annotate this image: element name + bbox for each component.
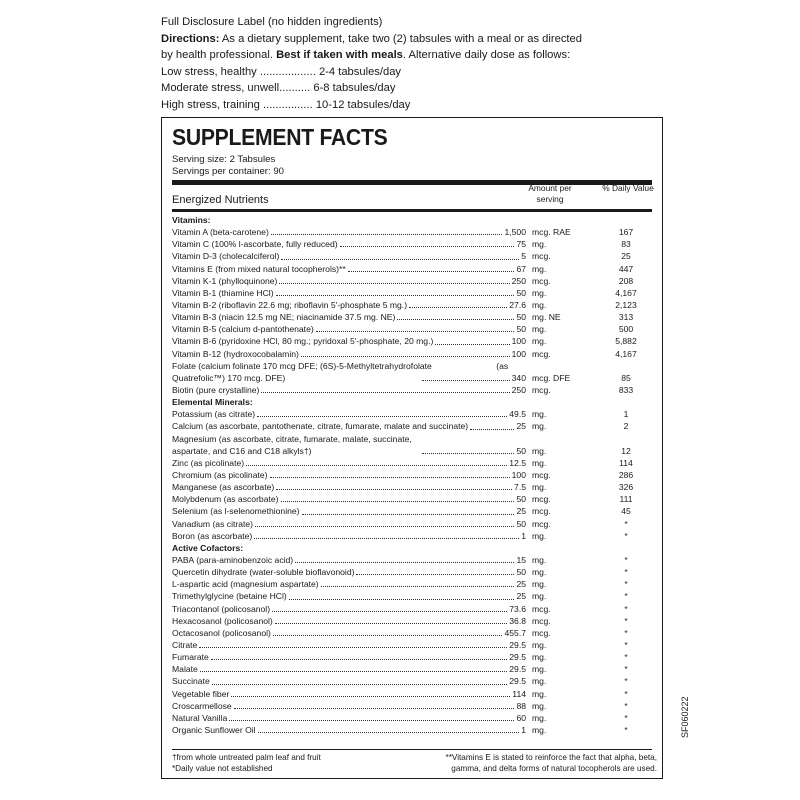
amount-value: 12.5 [509, 457, 526, 468]
amount-value: 50 [516, 287, 526, 298]
nutrient-name: Vitamins E (from mixed natural tocopherols)** [172, 263, 346, 274]
nutrient-name: Fumarate [172, 652, 209, 663]
daily-value: 286 [618, 469, 634, 480]
nutrient-row [172, 420, 654, 432]
nutrient-row [172, 323, 654, 335]
daily-value: * [624, 724, 628, 735]
amount-unit: mcg. [532, 603, 551, 614]
nutrient-name: Vanadium (as citrate) [172, 518, 254, 529]
daily-value: * [624, 591, 628, 602]
amount-value: 25 [516, 579, 526, 590]
amount-unit: mcg. [532, 615, 551, 626]
leader-dots [409, 307, 507, 308]
amount-unit: mg. [532, 239, 547, 250]
nutrient-row [172, 384, 654, 396]
amount-unit: mg. [532, 421, 547, 432]
amount-unit: mg. [532, 287, 547, 298]
nutrient-row [172, 554, 654, 566]
daily-value: 167 [618, 227, 634, 238]
amount-value: 29.5 [509, 652, 526, 663]
nutrient-row [172, 360, 654, 384]
leader-dots [272, 611, 507, 612]
leader-dots [281, 259, 519, 260]
daily-value: * [624, 579, 628, 590]
directions-label: Directions: [161, 32, 220, 45]
amount-value: 5 [521, 251, 526, 262]
daily-value: 2 [623, 421, 629, 432]
amount-value: 1 [521, 724, 526, 735]
nutrient-row [172, 348, 654, 360]
leader-dots [200, 671, 507, 672]
nutrient-name: Triacontanol (policosanol) [172, 603, 271, 614]
nutrient-name: Potassium (as citrate) [172, 409, 256, 420]
leader-dots [270, 477, 510, 478]
amount-value: 15 [516, 554, 526, 565]
nutrient-row [172, 675, 654, 687]
nutrient-row [172, 311, 654, 323]
daily-value: 208 [618, 275, 634, 286]
nutrient-name: Citrate [172, 639, 198, 650]
nutrient-row [172, 299, 654, 311]
nutrient-name: Organic Sunflower Oil [172, 724, 256, 735]
amount-unit: mg. [532, 676, 547, 687]
section-heading [172, 396, 654, 408]
amount-unit: mcg. [532, 627, 551, 638]
nutrient-name: Selenium (as l-selenomethionine) [172, 506, 300, 517]
daily-value: * [624, 567, 628, 578]
dose-label: Moderate stress, unwell.......... [161, 82, 311, 95]
leader-dots [289, 599, 515, 600]
amount-value: 100 [511, 336, 526, 347]
nutrient-name: Octacosanol (policosanol) [172, 627, 271, 638]
dose-label: Low stress, healthy .................. [161, 65, 316, 78]
dose-line [161, 64, 641, 81]
leader-dots [340, 246, 515, 247]
nutrient-row [172, 566, 654, 578]
nutrient-name: L-aspartic acid (magnesium aspartate) [172, 579, 319, 590]
footnote-vitamin-e-line: **Vitamins E is stated to reinforce the fact that alpha, beta, [445, 753, 657, 762]
amount-unit: mcg. [532, 469, 551, 480]
amount-unit: mg. [532, 700, 547, 711]
nutrient-name: Vitamin B-2 (riboflavin 22.6 mg; riboflavin 5'-phosphate 5 mg.) [172, 299, 408, 310]
nutrient-name: Vitamin A (beta-carotene) [172, 227, 269, 238]
directions-text-2: by health professional. [161, 49, 277, 62]
leader-dots [258, 732, 520, 733]
daily-value: 1 [623, 409, 629, 420]
amount-unit: mcg. [532, 494, 551, 505]
leader-dots [229, 720, 514, 721]
amount-value: 25 [516, 591, 526, 602]
nutrient-name: Succinate [172, 676, 210, 687]
nutrient-row [172, 250, 654, 262]
daily-value: 114 [619, 457, 633, 468]
daily-value: 447 [618, 263, 634, 274]
amount-value: 455.7 [504, 627, 526, 638]
amount-unit: mg. [532, 579, 547, 590]
amount-value: 50 [516, 567, 526, 578]
nutrient-row [172, 615, 654, 627]
nutrient-row [172, 627, 654, 639]
daily-value: * [624, 712, 628, 723]
amount-value: 25 [516, 421, 526, 432]
nutrient-row [172, 639, 654, 651]
daily-value: 45 [621, 506, 631, 517]
amount-unit: mg. [532, 652, 547, 663]
footnote-vitamin-e-line: gamma, and delta forms of natural tocopherols are used. [451, 764, 657, 773]
amount-unit: mg. [532, 567, 547, 578]
daily-value: * [624, 615, 628, 626]
amount-unit: mg. [532, 445, 547, 456]
leader-dots [422, 380, 510, 381]
daily-value: 111 [619, 494, 633, 505]
nutrient-name: Vitamin D-3 (cholecalciferol) [172, 251, 280, 262]
nutrient-name: Biotin (pure crystalline) [172, 384, 260, 395]
nutrient-row [172, 457, 654, 469]
nutrient-row [172, 287, 654, 299]
thin-divider [172, 749, 652, 750]
leader-dots [212, 684, 508, 685]
nutrient-name: Chromium (as picolinate) [172, 469, 268, 480]
nutrient-row [172, 408, 654, 420]
amount-value: 50 [516, 445, 526, 456]
daily-value-header: % Daily Value [602, 183, 654, 193]
amount-unit: mcg. [532, 275, 551, 286]
directions-text-3: . Alternative daily dose as follows: [402, 49, 571, 62]
nutrient-name: Hexacosanol (policosanol) [172, 615, 273, 626]
amount-value: 75 [516, 239, 526, 250]
nutrient-name: Vegetable fiber [172, 688, 230, 699]
amount-unit: mg. [532, 336, 547, 347]
daily-value: * [624, 688, 628, 699]
nutrient-row [172, 651, 654, 663]
dose-label: High stress, training ................ [161, 98, 313, 111]
amount-value: 29.5 [509, 639, 526, 650]
amount-unit: mcg. [532, 506, 551, 517]
daily-value: 83 [621, 239, 631, 250]
servings-per-container: Servings per container: 90 [172, 166, 284, 177]
daily-value: 2,123 [615, 299, 637, 310]
leader-dots [281, 501, 515, 502]
amount-unit: mg. NE [532, 312, 561, 323]
nutrient-row [172, 530, 654, 542]
leader-dots [302, 514, 515, 515]
section-label: Active Cofactors: [172, 542, 244, 553]
amount-value: 100 [511, 348, 526, 359]
leader-dots [257, 416, 507, 417]
daily-value: * [624, 530, 628, 541]
amount-unit: mg. [532, 724, 547, 735]
amount-unit: mg. [532, 263, 547, 274]
daily-value: 25 [621, 251, 631, 262]
daily-value: * [624, 627, 628, 638]
amount-value: 50 [516, 494, 526, 505]
nutrient-row [172, 578, 654, 590]
amount-value: 60 [516, 712, 526, 723]
leader-dots [276, 489, 512, 490]
nutrient-row [172, 275, 654, 287]
amount-per-serving-header: Amount per serving [528, 183, 572, 204]
amount-unit: mg. [532, 409, 547, 420]
leader-dots [295, 562, 514, 563]
nutrient-name: Molybdenum (as ascorbate) [172, 494, 279, 505]
leader-dots [276, 295, 515, 296]
leader-dots [246, 465, 507, 466]
medium-divider [172, 209, 652, 212]
nutrient-table [172, 214, 654, 736]
energized-nutrients-heading: Energized Nutrients [172, 194, 269, 206]
daily-value: * [624, 664, 628, 675]
amount-value: 49.5 [509, 409, 526, 420]
amount-unit: mg. [532, 482, 547, 493]
nutrient-row [172, 433, 654, 457]
daily-value: 833 [618, 384, 634, 395]
nutrient-row [172, 335, 654, 347]
leader-dots [254, 538, 519, 539]
leader-dots [255, 526, 514, 527]
leader-dots [279, 283, 509, 284]
leader-dots [316, 331, 515, 332]
daily-value: * [624, 676, 628, 687]
section-label: Vitamins: [172, 215, 211, 225]
nutrient-row [172, 700, 654, 712]
dose-value: 6-8 tabsules/day [313, 82, 396, 95]
amount-value: 50 [516, 312, 526, 323]
daily-value: 4,167 [615, 348, 637, 359]
best-with-meals: Best if taken with meals [276, 49, 403, 62]
amount-unit: mg. [532, 688, 547, 699]
nutrient-row [172, 688, 654, 700]
nutrient-name: Vitamin K-1 (phylloquinone) [172, 275, 278, 286]
amount-unit: mg. [532, 664, 547, 675]
nutrient-row [172, 226, 654, 238]
dose-value: 2-4 tabsules/day [318, 65, 402, 78]
section-heading [172, 542, 654, 554]
amount-value: 50 [516, 324, 526, 335]
nutrient-row [172, 481, 654, 493]
leader-dots [231, 696, 510, 697]
serving-size: Serving size: 2 Tabsules [172, 154, 276, 165]
daily-value: 4,167 [615, 287, 637, 298]
directions-block [161, 14, 641, 114]
amount-unit: mg. [532, 554, 547, 565]
nutrient-row [172, 263, 654, 275]
directions-text: As a dietary supplement, take two (2) tabsules with a meal or as directed [219, 32, 582, 45]
amount-value: 250 [511, 275, 526, 286]
nutrient-row [172, 238, 654, 250]
amount-unit: mcg. [532, 384, 551, 395]
amount-value: 27.6 [509, 299, 526, 310]
amount-unit: mg. [532, 324, 547, 335]
amount-value: 50 [516, 518, 526, 529]
daily-value: * [624, 518, 628, 529]
nutrient-row [172, 518, 654, 530]
nutrient-name: Boron (as ascorbate) [172, 530, 253, 541]
daily-value: * [624, 603, 628, 614]
dose-line [161, 97, 641, 114]
amount-unit: mg. [532, 530, 547, 541]
leader-dots [397, 319, 514, 320]
daily-value: 500 [618, 324, 634, 335]
section-label: Elemental Minerals: [172, 397, 253, 408]
amount-unit: mcg. [532, 518, 551, 529]
nutrient-row [172, 469, 654, 481]
footnote-vitamin-e [412, 752, 657, 774]
amount-unit: mg. [532, 457, 547, 468]
disclosure-line: Full Disclosure Label (no hidden ingredients) [161, 16, 383, 28]
amount-unit: mg. [532, 639, 547, 650]
amount-value: 340 [511, 372, 526, 383]
nutrient-row [172, 590, 654, 602]
nutrient-name: Natural Vanilla [172, 712, 228, 723]
leader-dots [261, 392, 509, 393]
leader-dots [275, 623, 507, 624]
daily-value: * [624, 652, 628, 663]
nutrient-row [172, 724, 654, 736]
dose-line [161, 80, 641, 97]
daily-value: 12 [621, 445, 631, 456]
nutrient-row [172, 712, 654, 724]
nutrient-row [172, 493, 654, 505]
daily-value: 313 [618, 312, 634, 323]
nutrient-name: Vitamin B-6 (pyridoxine HCl, 80 mg.; pyridoxal 5'-phosphate, 20 mg.) [172, 336, 434, 347]
daily-value: 85 [621, 372, 631, 383]
nutrient-name: Manganese (as ascorbate) [172, 482, 275, 493]
leader-dots [234, 708, 515, 709]
amount-value: 250 [511, 384, 526, 395]
leader-dots [211, 659, 507, 660]
nutrient-name: Vitamin B-12 (hydroxocobalamin) [172, 348, 299, 359]
dose-value: 10-12 tabsules/day [315, 98, 411, 111]
amount-value: 29.5 [509, 676, 526, 687]
leader-dots [435, 344, 509, 345]
leader-dots [273, 635, 503, 636]
leader-dots [321, 586, 515, 587]
amount-unit: mcg. DFE [532, 372, 571, 383]
nutrient-name: Malate [172, 664, 198, 675]
nutrient-name: Vitamin B-3 (niacin 12.5 mg NE; niacinamide 37.5 mg. NE) [172, 312, 396, 323]
amount-value: 67 [516, 263, 526, 274]
amount-value: 7.5 [514, 482, 526, 493]
amount-value: 29.5 [509, 664, 526, 675]
panel-title: SUPPLEMENT FACTS [172, 124, 388, 150]
nutrient-name: Calcium (as ascorbate, pantothenate, citrate, fumarate, malate and succinate) [172, 421, 469, 432]
daily-value: 5,882 [615, 336, 637, 347]
nutrient-name: Quercetin dihydrate (water-soluble bioflavonoid) [172, 567, 355, 578]
nutrient-name: Trimethylglycine (betaine HCl) [172, 591, 287, 602]
label-code: SF060222 [680, 696, 690, 738]
nutrient-row [172, 663, 654, 675]
amount-value: 25 [516, 506, 526, 517]
amount-value: 88 [516, 700, 526, 711]
leader-dots [301, 356, 510, 357]
nutrient-name: Vitamin B-5 (calcium d-pantothenate) [172, 324, 314, 335]
section-heading [172, 214, 654, 226]
nutrient-row [172, 603, 654, 615]
amount-value: 114 [512, 688, 526, 699]
leader-dots [199, 647, 507, 648]
daily-value: * [624, 554, 628, 565]
amount-unit: mg. [532, 712, 547, 723]
leader-dots [422, 453, 514, 454]
amount-value: 36.8 [509, 615, 526, 626]
nutrient-name: Zinc (as picolinate) [172, 457, 245, 468]
leader-dots [470, 429, 514, 430]
amount-value: 73.6 [509, 603, 526, 614]
leader-dots [271, 234, 503, 235]
daily-value: * [624, 639, 628, 650]
footnote-dagger: †from whole untreated palm leaf and fruit [172, 753, 321, 762]
nutrient-row [172, 505, 654, 517]
nutrient-name: Croscarmellose [172, 700, 232, 711]
directions-line [161, 31, 641, 48]
amount-unit: mcg. RAE [532, 227, 571, 238]
daily-value: * [624, 700, 628, 711]
amount-unit: mg. [532, 591, 547, 602]
amount-unit: mcg. [532, 251, 551, 262]
leader-dots [348, 271, 515, 272]
nutrient-name: Folate (calcium folinate 170 mcg DFE; (6S)-5-Methyltetrahydrofolate (as Quatrefolic™) 170 mcg. DFE) [172, 360, 509, 383]
nutrient-name: Vitamin C (100% l-ascorbate, fully reduced) [172, 239, 338, 250]
nutrient-name: Vitamin B-1 (thiamine HCl) [172, 287, 274, 298]
amount-unit: mcg. [532, 348, 551, 359]
nutrient-name: PABA (para-aminobenzoic acid) [172, 554, 294, 565]
amount-value: 100 [511, 469, 526, 480]
supplement-facts-panel [161, 117, 663, 779]
daily-value: 326 [618, 482, 634, 493]
footnote-daily-value: *Daily value not established [172, 764, 273, 773]
amount-value: 1 [521, 530, 526, 541]
directions-line-2 [161, 47, 641, 64]
amount-unit: mg. [532, 299, 547, 310]
nutrient-name: Magnesium (as ascorbate, citrate, fumarate, malate, succinate, aspartate, and C16 and C18 alkyls†) [172, 433, 484, 456]
leader-dots [356, 574, 514, 575]
amount-value: 1,500 [504, 227, 526, 238]
